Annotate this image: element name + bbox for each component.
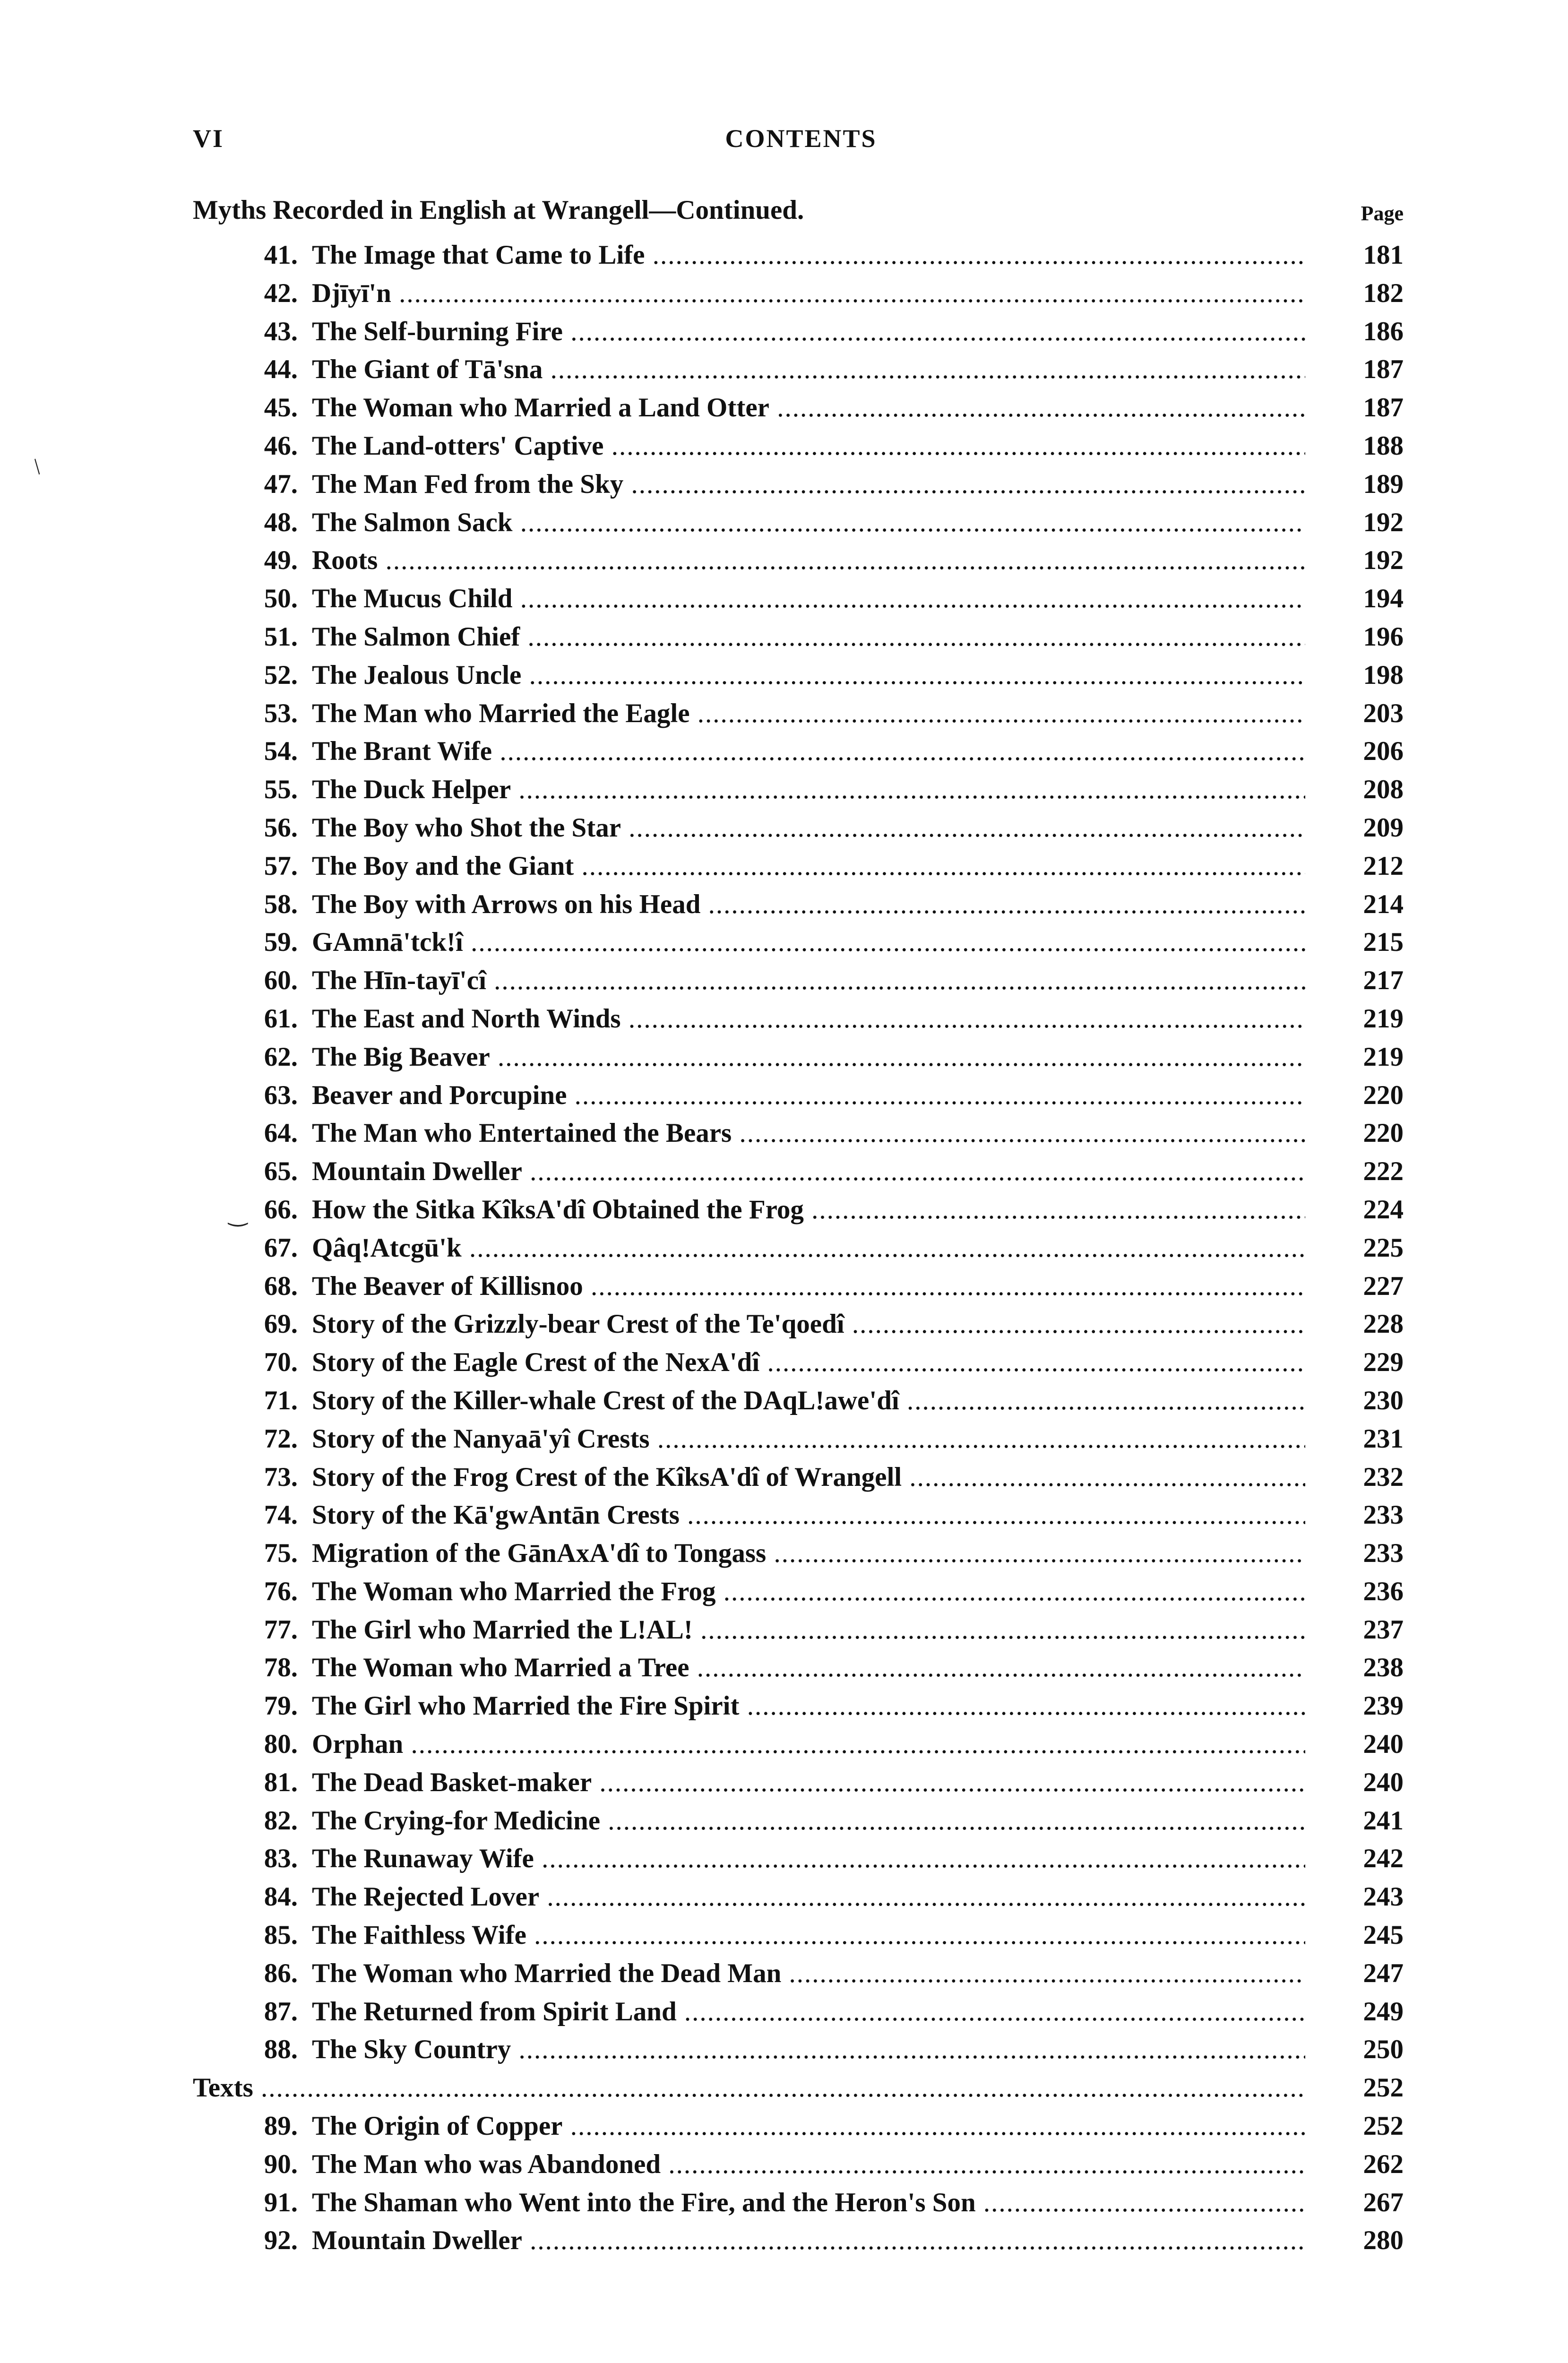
entry-title: The Dead Basket-maker ..... bbox=[312, 1764, 1305, 1802]
entry-title: The Girl who Married the L!AL! ..... bbox=[312, 1611, 1305, 1649]
entry-page-number: 219 bbox=[1363, 1003, 1404, 1034]
entry-number: 84. bbox=[264, 1882, 298, 1912]
toc-entry bbox=[193, 1000, 1409, 1038]
entry-page-number: 243 bbox=[1363, 1882, 1404, 1912]
entry-page-number: 237 bbox=[1363, 1614, 1404, 1645]
toc-entry bbox=[193, 1229, 1409, 1268]
toc-entry bbox=[193, 504, 1409, 542]
toc-entry bbox=[193, 695, 1409, 733]
entry-page-number: 229 bbox=[1363, 1347, 1404, 1378]
toc-entry bbox=[193, 1458, 1409, 1497]
toc-entry bbox=[193, 886, 1409, 924]
entry-number: 65. bbox=[264, 1156, 298, 1187]
entry-title: GAmnā'tck!î ..... bbox=[312, 923, 1305, 962]
entry-page-number: 238 bbox=[1363, 1653, 1404, 1683]
toc-entry bbox=[193, 1268, 1409, 1306]
entry-page-number: 214 bbox=[1363, 889, 1404, 919]
entry-title: Story of the Nanyaā'yî Crests ..... bbox=[312, 1420, 1305, 1458]
entry-title: Story of the Killer-whale Crest of the DAqL!awe'dî ..... bbox=[312, 1382, 1305, 1420]
entry-title: The Salmon Sack ..... bbox=[312, 504, 1305, 542]
entry-number: 70. bbox=[264, 1347, 298, 1378]
entry-number: 87. bbox=[264, 1996, 298, 2027]
entry-number: 50. bbox=[264, 584, 298, 614]
toc-entry bbox=[193, 542, 1409, 580]
toc-entry bbox=[193, 1955, 1409, 1993]
toc-entry bbox=[193, 1496, 1409, 1535]
entry-title: Story of the Eagle Crest of the NexA'dî ..... bbox=[312, 1344, 1305, 1382]
entry-number: 57. bbox=[264, 851, 298, 881]
toc-entry bbox=[193, 1038, 1409, 1077]
toc-entry bbox=[193, 1687, 1409, 1725]
entry-title: Mountain Dweller ..... bbox=[312, 2222, 1305, 2260]
entry-title: The Runaway Wife ..... bbox=[312, 1840, 1305, 1878]
entry-number: 78. bbox=[264, 1653, 298, 1683]
entry-title: The Man who Entertained the Bears ..... bbox=[312, 1114, 1305, 1153]
entry-number: 45. bbox=[264, 393, 298, 423]
entry-page-number: 245 bbox=[1363, 1920, 1404, 1950]
entry-number: 74. bbox=[264, 1500, 298, 1530]
entry-number: 49. bbox=[264, 545, 298, 576]
margin-hook-mark: ‿ bbox=[229, 1201, 247, 1226]
entry-title: Qâq!Atcgū'k ..... bbox=[312, 1229, 1305, 1268]
entry-title: Story of the Grizzly-bear Crest of the Te'qoedî ..... bbox=[312, 1305, 1305, 1344]
entry-page-number: 227 bbox=[1363, 1271, 1404, 1301]
entry-number: 83. bbox=[264, 1844, 298, 1874]
toc-entry bbox=[193, 389, 1409, 427]
entry-page-number: 219 bbox=[1363, 1042, 1404, 1072]
toc-entry bbox=[193, 1840, 1409, 1878]
entry-number: 72. bbox=[264, 1423, 298, 1454]
entry-title: The Hīn-tayī'cî ..... bbox=[312, 962, 1305, 1000]
entry-title: The Brant Wife ..... bbox=[312, 733, 1305, 771]
entry-title: The Man who Married the Eagle ..... bbox=[312, 695, 1305, 733]
entry-page-number: 189 bbox=[1363, 469, 1404, 499]
entry-title: The Beaver of Killisnoo ..... bbox=[312, 1268, 1305, 1306]
entry-title: The Man Fed from the Sky ..... bbox=[312, 466, 1305, 504]
entry-page-number: 236 bbox=[1363, 1576, 1404, 1606]
toc-entry bbox=[193, 1382, 1409, 1420]
entry-number: 85. bbox=[264, 1920, 298, 1950]
toc-entry bbox=[193, 1573, 1409, 1611]
toc-entry bbox=[193, 351, 1409, 389]
toc-entry bbox=[193, 1420, 1409, 1458]
entry-number: 56. bbox=[264, 812, 298, 843]
toc-entry bbox=[193, 2031, 1409, 2069]
entry-page-number: 242 bbox=[1363, 1844, 1404, 1874]
entry-number: 47. bbox=[264, 469, 298, 499]
entry-number: 86. bbox=[264, 1958, 298, 1988]
entry-page-number: 252 bbox=[1363, 2073, 1404, 2103]
toc-entry bbox=[193, 1611, 1409, 1649]
entry-number: 76. bbox=[264, 1576, 298, 1606]
entry-page-number: 206 bbox=[1363, 736, 1404, 767]
toc-entry bbox=[193, 1725, 1409, 1764]
entry-page-number: 240 bbox=[1363, 1767, 1404, 1797]
entry-number: 55. bbox=[264, 775, 298, 805]
entry-page-number: 212 bbox=[1363, 851, 1404, 881]
entry-page-number: 196 bbox=[1363, 621, 1404, 652]
entry-title: Mountain Dweller ..... bbox=[312, 1153, 1305, 1191]
entry-page-number: 240 bbox=[1363, 1729, 1404, 1759]
toc-entry bbox=[193, 427, 1409, 466]
entry-page-number: 217 bbox=[1363, 966, 1404, 996]
entry-number: 79. bbox=[264, 1691, 298, 1721]
entry-title: The Woman who Married a Land Otter ..... bbox=[312, 389, 1305, 427]
entry-title: Beaver and Porcupine ..... bbox=[312, 1077, 1305, 1115]
entry-number: 54. bbox=[264, 736, 298, 767]
entry-page-number: 181 bbox=[1363, 240, 1404, 270]
entry-title: The Faithless Wife ..... bbox=[312, 1916, 1305, 1955]
toc-entry bbox=[193, 1077, 1409, 1115]
entry-page-number: 187 bbox=[1363, 393, 1404, 423]
entry-page-number: 203 bbox=[1363, 698, 1404, 728]
entry-title: The Woman who Married the Frog ..... bbox=[312, 1573, 1305, 1611]
entry-title: The Self-burning Fire ..... bbox=[312, 313, 1305, 351]
toc-entry bbox=[193, 847, 1409, 886]
running-title: CONTENTS bbox=[725, 124, 877, 153]
entry-title: The Man who was Abandoned ..... bbox=[312, 2146, 1305, 2184]
toc-entry bbox=[193, 1916, 1409, 1955]
entry-number: 71. bbox=[264, 1385, 298, 1415]
entry-title: Migration of the GānAxA'dî to Tongass ..... bbox=[312, 1535, 1305, 1573]
toc-entry bbox=[193, 1535, 1409, 1573]
toc-entry bbox=[193, 2107, 1409, 2146]
toc-entry bbox=[193, 656, 1409, 695]
entry-page-number: 187 bbox=[1363, 354, 1404, 385]
entry-page-number: 233 bbox=[1363, 1538, 1404, 1569]
entry-number: 46. bbox=[264, 431, 298, 461]
section-heading bbox=[193, 195, 1409, 233]
entry-title: The Duck Helper ..... bbox=[312, 771, 1305, 809]
entry-title: The Land-otters' Captive ..... bbox=[312, 427, 1305, 466]
entry-number: 63. bbox=[264, 1080, 298, 1110]
entry-number: 61. bbox=[264, 1003, 298, 1034]
entry-page-number: 186 bbox=[1363, 316, 1404, 346]
entry-title: Texts ..... bbox=[193, 2069, 1305, 2107]
entry-number: 52. bbox=[264, 660, 298, 690]
entry-page-number: 220 bbox=[1363, 1118, 1404, 1148]
entry-number: 48. bbox=[264, 507, 298, 537]
entry-number: 42. bbox=[264, 278, 298, 308]
entry-title: The Boy and the Giant ..... bbox=[312, 847, 1305, 886]
toc-entry bbox=[193, 923, 1409, 962]
entry-number: 89. bbox=[264, 2111, 298, 2141]
entry-title: The Origin of Copper ..... bbox=[312, 2107, 1305, 2146]
toc-entry bbox=[193, 2146, 1409, 2184]
toc-entry bbox=[193, 1153, 1409, 1191]
entry-page-number: 198 bbox=[1363, 660, 1404, 690]
toc-entry bbox=[193, 962, 1409, 1000]
entry-title: The Boy who Shot the Star ..... bbox=[312, 809, 1305, 847]
entry-page-number: 208 bbox=[1363, 775, 1404, 805]
entry-number: 44. bbox=[264, 354, 298, 385]
toc-entry bbox=[193, 1114, 1409, 1153]
toc-entry bbox=[193, 1649, 1409, 1687]
entry-number: 90. bbox=[264, 2149, 298, 2179]
entry-title: The Mucus Child ..... bbox=[312, 580, 1305, 618]
entry-title: Story of the Kā'gwAntān Crests ..... bbox=[312, 1496, 1305, 1535]
entry-title: The Returned from Spirit Land ..... bbox=[312, 1993, 1305, 2031]
entry-number: 91. bbox=[264, 2187, 298, 2217]
entry-page-number: 252 bbox=[1363, 2111, 1404, 2141]
entry-title: The Giant of Tā'sna ..... bbox=[312, 351, 1305, 389]
toc-entry bbox=[193, 2222, 1409, 2260]
margin-tick-mark: / bbox=[27, 454, 47, 479]
entry-page-number: 224 bbox=[1363, 1194, 1404, 1225]
entry-page-number: 250 bbox=[1363, 2035, 1404, 2065]
entry-title: The Salmon Chief ..... bbox=[312, 618, 1305, 656]
page-header bbox=[193, 124, 1409, 157]
entry-number: 66. bbox=[264, 1194, 298, 1225]
entry-number: 67. bbox=[264, 1233, 298, 1263]
entry-title: The Image that Came to Life ..... bbox=[312, 236, 1305, 275]
entry-number: 64. bbox=[264, 1118, 298, 1148]
entry-page-number: 241 bbox=[1363, 1805, 1404, 1836]
contents-list bbox=[193, 236, 1409, 2260]
entry-page-number: 280 bbox=[1363, 2225, 1404, 2256]
toc-entry bbox=[193, 236, 1409, 275]
toc-entry bbox=[193, 313, 1409, 351]
entry-page-number: 231 bbox=[1363, 1423, 1404, 1454]
entry-title: The Rejected Lover ..... bbox=[312, 1878, 1305, 1916]
entry-page-number: 192 bbox=[1363, 507, 1404, 537]
entry-page-number: 249 bbox=[1363, 1996, 1404, 2027]
entry-title: Djīyī'n ..... bbox=[312, 275, 1305, 313]
entry-number: 68. bbox=[264, 1271, 298, 1301]
toc-entry bbox=[193, 1305, 1409, 1344]
entry-number: 82. bbox=[264, 1805, 298, 1836]
entry-number: 60. bbox=[264, 966, 298, 996]
entry-number: 75. bbox=[264, 1538, 298, 1569]
page-column-label: Page bbox=[1361, 202, 1404, 225]
toc-entry bbox=[193, 580, 1409, 618]
entry-title: The Jealous Uncle ..... bbox=[312, 656, 1305, 695]
entry-title: How the Sitka KîksA'dî Obtained the Frog ..... bbox=[312, 1191, 1305, 1229]
entry-page-number: 209 bbox=[1363, 812, 1404, 843]
toc-entry bbox=[193, 1802, 1409, 1840]
entry-page-number: 228 bbox=[1363, 1309, 1404, 1339]
entry-page-number: 194 bbox=[1363, 584, 1404, 614]
page-folio: VI bbox=[193, 124, 224, 153]
entry-title: The Crying-for Medicine ..... bbox=[312, 1802, 1305, 1840]
entry-page-number: 188 bbox=[1363, 431, 1404, 461]
entry-page-number: 267 bbox=[1363, 2187, 1404, 2217]
entry-page-number: 222 bbox=[1363, 1156, 1404, 1187]
toc-entry bbox=[193, 733, 1409, 771]
entry-title: The East and North Winds ..... bbox=[312, 1000, 1305, 1038]
section-title: Myths Recorded in English at Wrangell—Continued. bbox=[193, 195, 804, 225]
toc-entry bbox=[193, 771, 1409, 809]
entry-title: Roots ..... bbox=[312, 542, 1305, 580]
entry-number: 51. bbox=[264, 621, 298, 652]
toc-entry bbox=[193, 275, 1409, 313]
entry-number: 59. bbox=[264, 927, 298, 957]
entry-page-number: 230 bbox=[1363, 1385, 1404, 1415]
entry-page-number: 225 bbox=[1363, 1233, 1404, 1263]
entry-title: The Sky Country ..... bbox=[312, 2031, 1305, 2069]
entry-number: 58. bbox=[264, 889, 298, 919]
entry-page-number: 232 bbox=[1363, 1462, 1404, 1492]
entry-number: 80. bbox=[264, 1729, 298, 1759]
entry-number: 88. bbox=[264, 2035, 298, 2065]
entry-number: 92. bbox=[264, 2225, 298, 2256]
entry-page-number: 182 bbox=[1363, 278, 1404, 308]
toc-entry bbox=[193, 1993, 1409, 2031]
entry-page-number: 239 bbox=[1363, 1691, 1404, 1721]
entry-number: 43. bbox=[264, 316, 298, 346]
entry-number: 53. bbox=[264, 698, 298, 728]
entry-title: Story of the Frog Crest of the KîksA'dî of Wrangell ..... bbox=[312, 1458, 1305, 1497]
entry-number: 81. bbox=[264, 1767, 298, 1797]
entry-page-number: 233 bbox=[1363, 1500, 1404, 1530]
entry-page-number: 215 bbox=[1363, 927, 1404, 957]
entry-number: 73. bbox=[264, 1462, 298, 1492]
toc-entry bbox=[193, 2184, 1409, 2222]
entry-number: 77. bbox=[264, 1614, 298, 1645]
entry-title: The Boy with Arrows on his Head ..... bbox=[312, 886, 1305, 924]
entry-page-number: 247 bbox=[1363, 1958, 1404, 1988]
toc-entry bbox=[193, 618, 1409, 656]
toc-entry bbox=[193, 1764, 1409, 1802]
toc-entry bbox=[193, 466, 1409, 504]
toc-entry bbox=[193, 1344, 1409, 1382]
entry-title: The Woman who Married the Dead Man ..... bbox=[312, 1955, 1305, 1993]
entry-title: The Woman who Married a Tree ..... bbox=[312, 1649, 1305, 1687]
entry-page-number: 192 bbox=[1363, 545, 1404, 576]
entry-number: 41. bbox=[264, 240, 298, 270]
entry-title: Orphan ..... bbox=[312, 1725, 1305, 1764]
entry-number: 62. bbox=[264, 1042, 298, 1072]
entry-page-number: 262 bbox=[1363, 2149, 1404, 2179]
entry-number: 69. bbox=[264, 1309, 298, 1339]
entry-page-number: 220 bbox=[1363, 1080, 1404, 1110]
entry-title: The Girl who Married the Fire Spirit ..... bbox=[312, 1687, 1305, 1725]
toc-entry bbox=[193, 1878, 1409, 1916]
toc-entry bbox=[193, 1191, 1409, 1229]
entry-title: The Big Beaver ..... bbox=[312, 1038, 1305, 1077]
toc-entry bbox=[193, 809, 1409, 847]
toc-section-texts bbox=[193, 2069, 1409, 2107]
entry-title: The Shaman who Went into the Fire, and the Heron's Son ..... bbox=[312, 2184, 1305, 2222]
